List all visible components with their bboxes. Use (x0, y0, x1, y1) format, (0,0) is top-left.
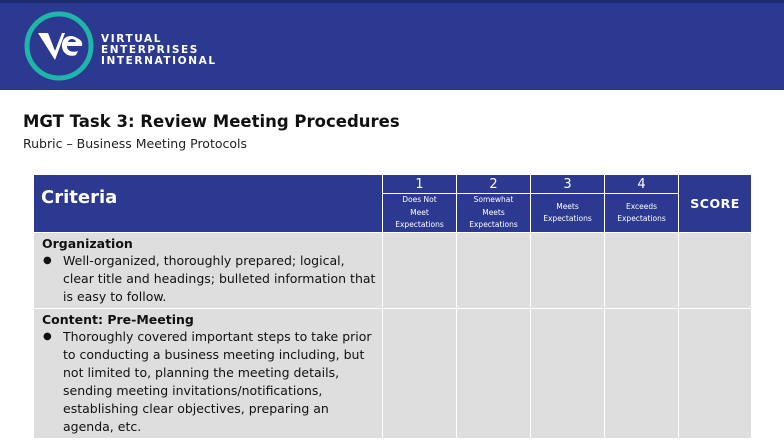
criterion-bullet-text: Well-organized, thoroughly prepared; logical, clear title and headings; bulleted information that is easy to follow. (63, 253, 376, 304)
level-1-number: 1 (383, 175, 457, 194)
criterion-bullet-list (42, 328, 376, 436)
page-title: MGT Task 3: Review Meeting Procedures (23, 112, 400, 131)
page-subtitle: Rubric – Business Meeting Protocols (23, 136, 248, 151)
level-2-description (457, 194, 531, 233)
level-3-score-cell[interactable] (531, 309, 605, 439)
level-2-number: 2 (457, 175, 531, 194)
level-2-line-3: Expectations (469, 220, 518, 230)
criteria-header: Criteria (34, 175, 383, 233)
logo-wordmark (101, 34, 217, 67)
level-2-score-cell[interactable] (457, 233, 531, 309)
rubric-row-organization (34, 233, 752, 309)
level-3-score-cell[interactable] (531, 233, 605, 309)
level-3-line-1: Meets (556, 201, 579, 211)
criterion-bullet (43, 252, 376, 306)
level-4-score-cell[interactable] (605, 309, 679, 439)
level-1-line-3: Expectations (395, 220, 444, 230)
criterion-cell (34, 233, 383, 309)
criterion-cell (34, 309, 383, 439)
rubric-row-content-pre-meeting (34, 309, 752, 439)
criterion-bullet-text: Thoroughly covered important steps to take prior to conducting a business meeting including, but not limited to, planning the meeting details, sending meeting invitations/notifications, establishing clear objectives, preparing an agenda, etc. (63, 329, 372, 434)
level-1-score-cell[interactable] (383, 309, 457, 439)
level-2-line-1: Somewhat (473, 195, 514, 205)
level-1-line-1: Does Not (402, 195, 437, 205)
level-1-score-cell[interactable] (383, 233, 457, 309)
logo-line-2: ENTERPRISES (101, 44, 199, 56)
score-header: SCORE (679, 175, 752, 233)
header-banner (0, 0, 784, 90)
level-2-score-cell[interactable] (457, 309, 531, 439)
score-cell[interactable] (679, 309, 752, 439)
logo-line-1: VIRTUAL (101, 33, 163, 45)
criterion-title: Organization (42, 236, 133, 251)
level-4-number: 4 (605, 175, 679, 194)
rubric-table (33, 174, 752, 439)
criterion-bullet (43, 328, 376, 436)
criterion-bullet-list (42, 252, 376, 306)
header-row-numbers (34, 175, 752, 194)
level-4-description (605, 194, 679, 233)
level-4-line-2: Expectations (617, 214, 666, 223)
level-3-description (531, 194, 605, 233)
level-4-line-1: Exceeds (625, 201, 658, 211)
level-3-line-2: Expectations (543, 214, 592, 223)
level-2-line-2: Meets (482, 207, 505, 217)
level-3-number: 3 (531, 175, 605, 194)
level-4-score-cell[interactable] (605, 233, 679, 309)
level-1-line-2: Meet (410, 207, 429, 217)
bullet-icon: ● (43, 255, 52, 266)
criterion-title: Content: Pre-Meeting (42, 312, 194, 327)
logo-line-3: INTERNATIONAL (101, 55, 217, 67)
score-cell[interactable] (679, 233, 752, 309)
level-1-description (383, 194, 457, 233)
bullet-icon: ● (43, 331, 52, 342)
ve-logo-icon (24, 11, 94, 81)
